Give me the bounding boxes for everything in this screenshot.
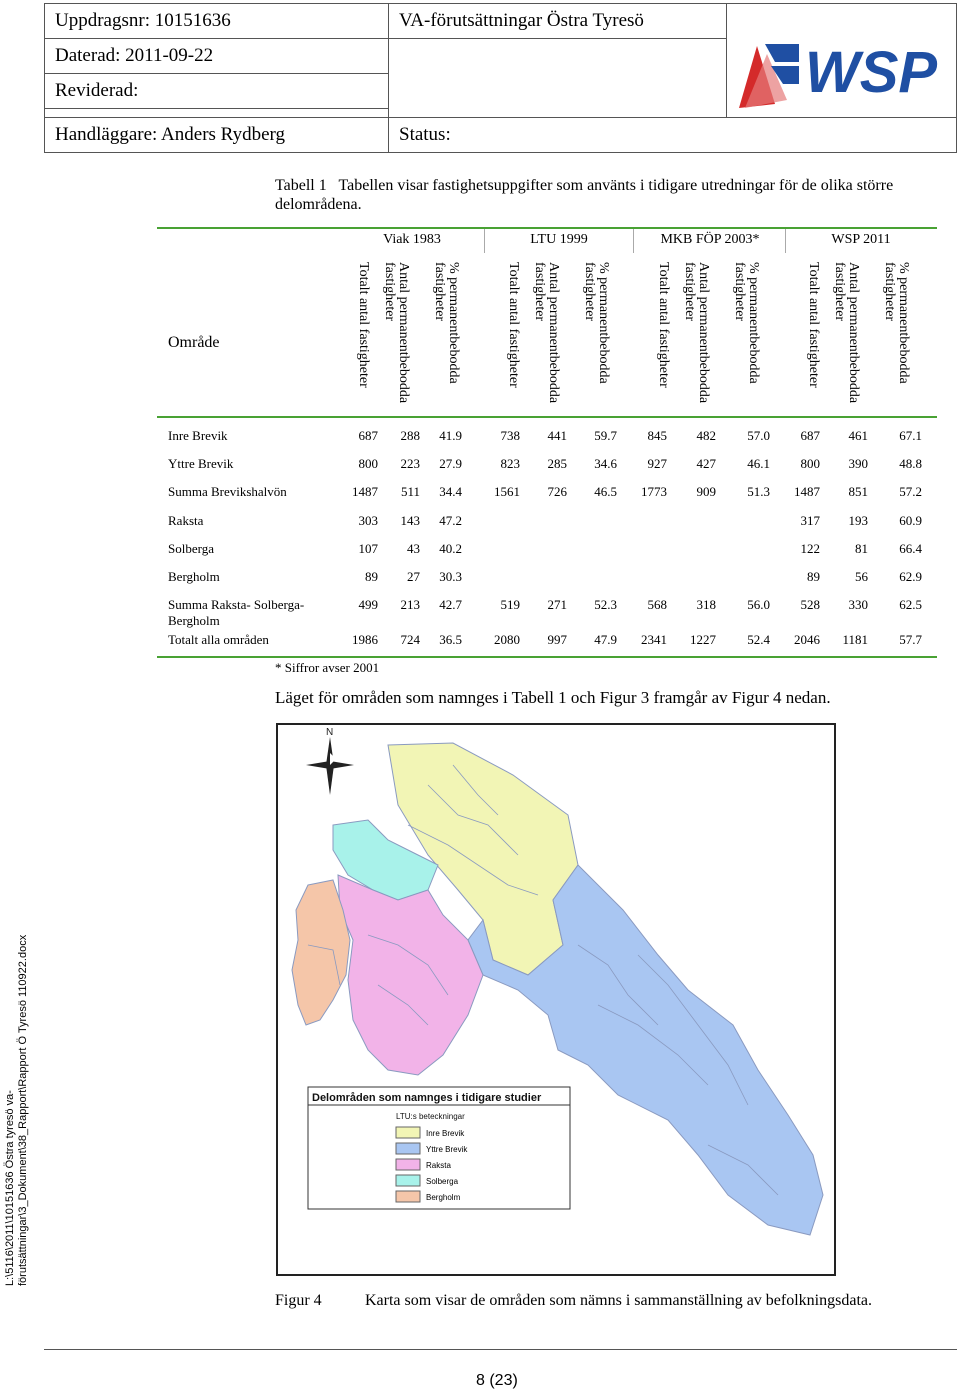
group-divider xyxy=(785,229,786,253)
header-blank xyxy=(388,38,727,118)
header-assignment: Uppdragsnr: 10151636 xyxy=(44,3,389,39)
table-cell: 27.9 xyxy=(439,456,462,471)
legend-label: Solberga xyxy=(426,1177,459,1186)
table-cell: 285 xyxy=(547,456,567,471)
table-cell: 800 xyxy=(800,456,820,471)
footer-line xyxy=(44,1349,957,1350)
table-cell: 46.5 xyxy=(594,484,617,499)
page-number: 8 (23) xyxy=(476,1372,518,1389)
north-label: N xyxy=(326,727,334,738)
table-cell: 66.4 xyxy=(899,541,922,556)
column-header: Antal permanentbebodda fastigheter xyxy=(682,262,711,404)
column-header: Totalt antal fastigheter xyxy=(506,262,521,388)
table-cell: 107 xyxy=(358,541,378,556)
table-cell: 738 xyxy=(500,428,520,443)
table-cell: 62.9 xyxy=(899,569,922,584)
table-cell: 48.8 xyxy=(899,456,922,471)
column-header: % permanentbebodda fastigheter xyxy=(882,262,911,384)
header-status: Status: xyxy=(388,117,957,153)
table-cell: 390 xyxy=(848,456,868,471)
table-cell: 1561 xyxy=(494,484,520,499)
table-cell: 51.3 xyxy=(747,484,770,499)
table-cell: 724 xyxy=(400,632,420,647)
table-cell: 57.2 xyxy=(899,484,922,499)
header-handler: Handläggare: Anders Rydberg xyxy=(44,117,389,153)
caption-number: Tabell 1 xyxy=(275,177,327,194)
table-cell: 511 xyxy=(400,484,420,499)
table-cell: 52.3 xyxy=(594,597,617,612)
area-map xyxy=(276,723,836,1276)
column-header: Antal permanentbebodda fastigheter xyxy=(382,262,411,404)
table-row-label: Totalt alla områden xyxy=(168,632,269,647)
column-header: % permanentbebodda fastigheter xyxy=(732,262,761,384)
legend-label: Inre Brevik xyxy=(426,1129,465,1138)
table-cell: 318 xyxy=(696,597,716,612)
logo-text: WSP xyxy=(805,40,938,105)
table-cell: 499 xyxy=(358,597,378,612)
table-top-line xyxy=(157,227,937,229)
table-cell: 34.6 xyxy=(594,456,617,471)
group-ltu: LTU 1999 xyxy=(530,232,588,247)
table-cell: 56 xyxy=(855,569,868,584)
table-footnote: * Siffror avser 2001 xyxy=(275,660,380,675)
table-cell: 193 xyxy=(848,513,868,528)
table-cell: 46.1 xyxy=(747,456,770,471)
table-cell: 271 xyxy=(547,597,567,612)
table-cell: 461 xyxy=(848,428,868,443)
table-cell: 823 xyxy=(500,456,520,471)
legend-title: Delområden som namnges i tidigare studier xyxy=(312,1092,542,1104)
table-bottom-line xyxy=(157,656,937,658)
table-cell: 89 xyxy=(365,569,378,584)
legend-swatch xyxy=(396,1159,420,1170)
table-cell: 43 xyxy=(407,541,420,556)
column-header: Totalt antal fastigheter xyxy=(356,262,371,388)
header-revised: Reviderad: xyxy=(44,73,389,109)
table-row-label: Summa Raksta- Solberga- Bergholm xyxy=(168,597,305,628)
table-cell: 909 xyxy=(696,484,716,499)
table-cell: 1487 xyxy=(352,484,378,499)
table-cell: 441 xyxy=(547,428,567,443)
table-cell: 47.9 xyxy=(594,632,617,647)
column-header: Totalt antal fastigheter xyxy=(806,262,821,388)
table-cell: 687 xyxy=(800,428,820,443)
table-row-label: Bergholm xyxy=(168,569,220,584)
table-cell: 67.1 xyxy=(899,428,922,443)
table-cell: 288 xyxy=(400,428,420,443)
legend-label: Bergholm xyxy=(426,1193,461,1202)
table-cell: 997 xyxy=(547,632,567,647)
area-header: Område xyxy=(168,334,220,351)
table-cell: 47.2 xyxy=(439,513,462,528)
group-wsp: WSP 2011 xyxy=(831,232,891,247)
header-dated: Daterad: 2011-09-22 xyxy=(44,38,389,74)
table-cell: 845 xyxy=(647,428,667,443)
document-path: L:\5116\2011\10151636 Östra tyresö va-förutsättningar\3_Dokument\38_Rapport\Rapport Ö Tyresö 110922.docx xyxy=(4,934,29,1286)
north-arrow-icon xyxy=(306,727,354,795)
table-cell: 30.3 xyxy=(439,569,462,584)
table-cell: 89 xyxy=(807,569,820,584)
table-caption xyxy=(275,176,945,214)
column-header: % permanentbebodda fastigheter xyxy=(432,262,461,384)
legend-swatch xyxy=(396,1175,420,1186)
table-cell: 34.4 xyxy=(439,484,462,499)
table-cell: 42.7 xyxy=(439,597,462,612)
figure-label: Figur 4 xyxy=(275,1292,322,1309)
table-row-label: Inre Brevik xyxy=(168,428,228,443)
table-cell: 57.7 xyxy=(899,632,922,647)
table-cell: 851 xyxy=(848,484,868,499)
table-cell: 27 xyxy=(407,569,420,584)
table-cell: 303 xyxy=(358,513,378,528)
table-cell: 1487 xyxy=(794,484,820,499)
group-divider xyxy=(484,229,485,253)
region-raksta xyxy=(338,875,483,1075)
table-cell: 41.9 xyxy=(439,428,462,443)
table-cell: 528 xyxy=(800,597,820,612)
table-cell: 726 xyxy=(547,484,567,499)
legend-swatch xyxy=(396,1127,420,1138)
table-cell: 60.9 xyxy=(899,513,922,528)
legend-swatch xyxy=(396,1143,420,1154)
table-cell: 81 xyxy=(855,541,868,556)
table-cell: 2046 xyxy=(794,632,820,647)
caption-text: Tabellen visar fastighetsuppgifter som använts i tidigare utredningar för de olika större delområdena. xyxy=(275,177,894,213)
table-row-label: Solberga xyxy=(168,541,214,556)
table-cell: 519 xyxy=(500,597,520,612)
legend-swatch xyxy=(396,1191,420,1202)
table-cell: 2080 xyxy=(494,632,520,647)
header-title: VA-förutsättningar Östra Tyresö xyxy=(388,3,727,39)
table-row-label: Raksta xyxy=(168,513,204,528)
table-cell: 122 xyxy=(800,541,820,556)
table-cell: 317 xyxy=(800,513,820,528)
table-cell: 213 xyxy=(400,597,420,612)
body-paragraph: Läget för områden som namnges i Tabell 1 och Figur 3 framgår av Figur 4 nedan. xyxy=(275,688,831,707)
table-cell: 1181 xyxy=(842,632,868,647)
table-cell: 52.4 xyxy=(747,632,770,647)
table-cell: 687 xyxy=(358,428,378,443)
legend-label: Raksta xyxy=(426,1161,451,1170)
table-cell: 143 xyxy=(400,513,420,528)
legend-subtitle: LTU:s beteckningar xyxy=(396,1112,465,1121)
table-cell: 1227 xyxy=(690,632,716,647)
table-cell: 330 xyxy=(848,597,868,612)
table-cell: 2341 xyxy=(641,632,667,647)
column-header: % permanentbebodda fastigheter xyxy=(582,262,611,384)
group-mkb: MKB FÖP 2003* xyxy=(660,232,760,247)
table-cell: 40.2 xyxy=(439,541,462,556)
table-cell: 36.5 xyxy=(439,632,462,647)
table-row-label: Summa Brevikshalvön xyxy=(168,484,287,499)
table-cell: 1986 xyxy=(352,632,378,647)
table-cell: 57.0 xyxy=(747,428,770,443)
table-cell: 1773 xyxy=(641,484,667,499)
column-header: Antal permanentbebodda fastigheter xyxy=(832,262,861,404)
table-cell: 62.5 xyxy=(899,597,922,612)
column-header: Totalt antal fastigheter xyxy=(656,262,671,388)
group-divider xyxy=(633,229,634,253)
legend-label: Yttre Brevik xyxy=(426,1145,468,1154)
table-cell: 800 xyxy=(358,456,378,471)
logo-cell xyxy=(726,3,957,118)
table-cell: 223 xyxy=(400,456,420,471)
group-viak: Viak 1983 xyxy=(383,232,441,247)
table-cell: 568 xyxy=(647,597,667,612)
table-cell: 56.0 xyxy=(747,597,770,612)
map-legend xyxy=(308,1087,570,1209)
table-cell: 482 xyxy=(696,428,716,443)
table-cell: 59.7 xyxy=(594,428,617,443)
table-cell: 427 xyxy=(696,456,716,471)
figure-text: Karta som visar de områden som nämns i sammanställning av befolkningsdata. xyxy=(365,1292,872,1309)
wsp-logo xyxy=(727,4,956,117)
table-cell: 927 xyxy=(647,456,667,471)
table-row-label: Yttre Brevik xyxy=(168,456,234,471)
column-header: Antal permanentbebodda fastigheter xyxy=(532,262,561,404)
